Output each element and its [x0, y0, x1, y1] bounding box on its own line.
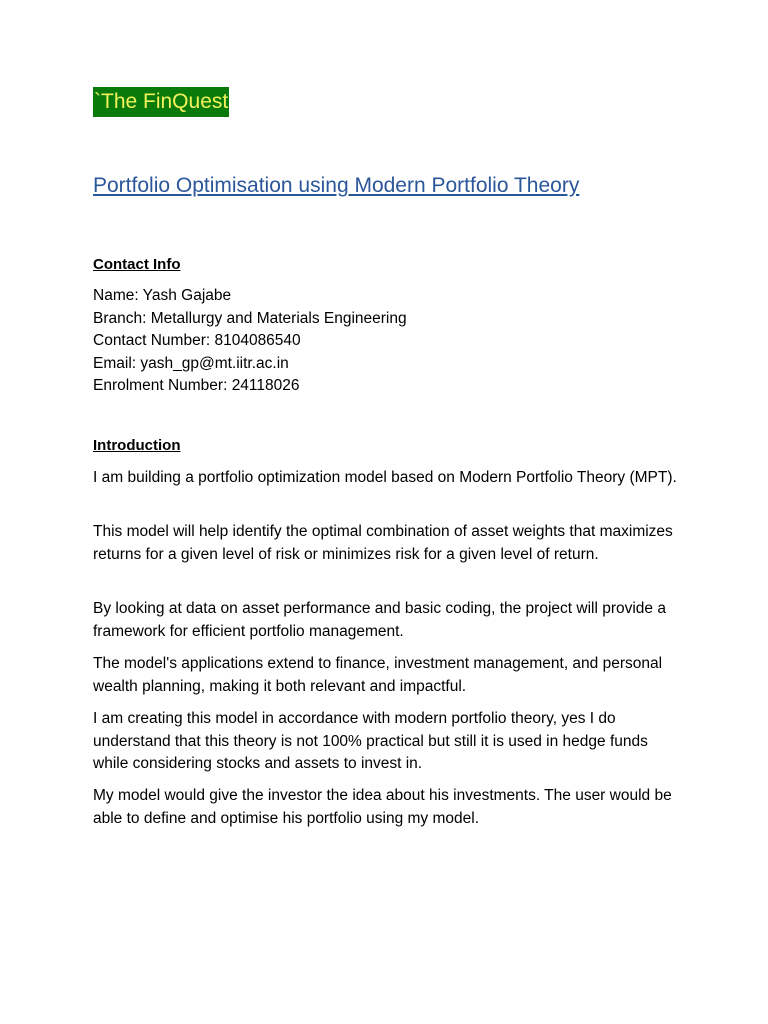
contact-enrolment: Enrolment Number: 24118026: [93, 377, 300, 394]
contact-name: Name: Yash Gajabe: [93, 287, 232, 304]
intro-paragraph: I am building a portfolio optimization model based on Modern Portfolio Theory (MPT).: [93, 469, 677, 486]
brand-label: `The FinQuest: [93, 87, 229, 117]
intro-paragraph: This model will help identify the optimal combination of asset weights that maximizes returns for a given level of risk or minimizes risk for a given level of return.: [93, 523, 673, 563]
intro-paragraph: The model's applications extend to finance, investment management, and personal wealth planning, making it both relevant and impactful.: [93, 655, 663, 695]
intro-paragraph: By looking at data on asset performance and basic coding, the project will provide a framework for efficient portfolio management.: [93, 600, 666, 640]
contact-branch: Branch: Metallurgy and Materials Engineering: [93, 309, 407, 327]
contact-info: [93, 285, 407, 398]
document-title: Portfolio Optimisation using Modern Portfolio Theory: [93, 174, 580, 197]
contact-heading: Contact Info: [93, 256, 181, 273]
intro-paragraph: My model would give the investor the idea about his investments. The user would be able to define and optimise his portfolio using my model.: [93, 787, 672, 827]
contact-number: Contact Number: 8104086540: [93, 332, 301, 349]
contact-email: Email: yash_gp@mt.iitr.ac.in: [93, 354, 289, 372]
introduction-heading: Introduction: [93, 437, 181, 454]
intro-paragraph: I am creating this model in accordance with modern portfolio theory, yes I do understand that this theory is not 100% practical but still it is used in hedge funds while considering stocks and assets to invest in.: [93, 710, 648, 772]
